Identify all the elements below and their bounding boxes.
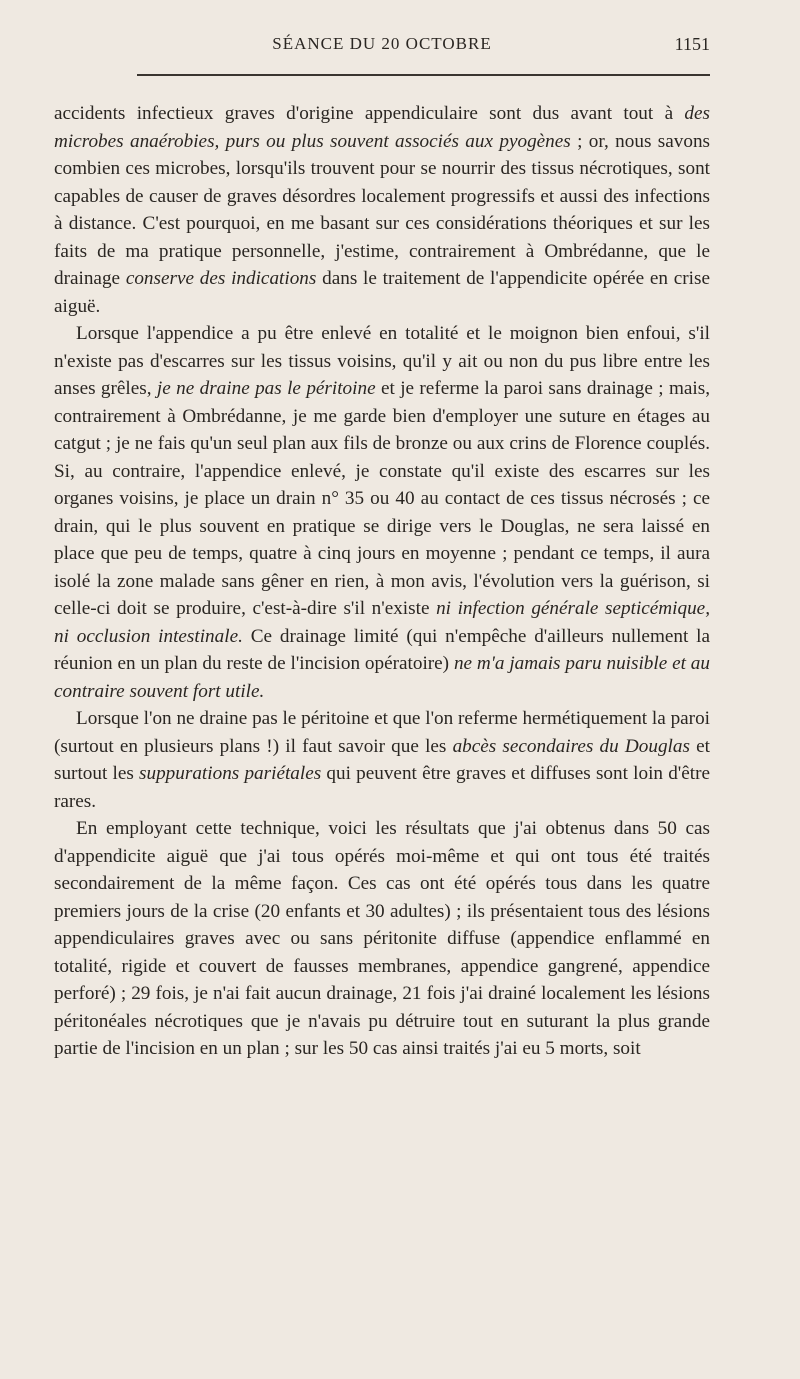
text-segment: et surtout les [54,735,710,784]
italic-text: abcès secondaires du Douglas [452,735,690,757]
italic-text: suppurations pariétales [139,763,322,784]
text-segment: Ce drainage limité (qui n'empêche d'ailleurs nullement la réunion en un plan du reste de l'incision opératoire) [54,625,710,674]
italic-text: ni infection générale septicémique, ni occlusion intestinale. [54,598,710,647]
text-segment: En employant cette technique, voici les résultats que j'ai obtenus dans 50 cas d'appendicite aiguë que j'ai tous opérés moi-même et qui ont tous été traités secondairement de la même façon. Ces cas ont été opérés tous dans les quatre premiers jours de la crise (20 enfants et 30 adultes) ; ils présentaient tous des lésions appendiculaires graves avec ou sans péritonite diffuse (appendice enflammé en totalité, rigide et couvert de fausses membranes, appendice gangrené, appendice perforé) ; 29 fois, je n'ai fait aucun drainage, 21 fois j'ai drainé localement les lésions péritonéales nécrotiques que je n'avais pu détruire tout en suturant la plus grande partie de l'incision en un plan ; sur les 50 cas ainsi traités j'ai eu 5 morts, soit [54,818,710,1059]
running-header [54,34,710,60]
header-title: SÉANCE DU 20 OCTOBRE [272,34,492,53]
italic-text: ne m'a jamais paru nuisible et au contraire souvent fort utile. [54,653,710,702]
paragraph [54,815,710,1063]
paragraph [54,705,710,815]
italic-text: conserve des indications [125,268,317,289]
text-segment: accidents infectieux graves d'origine appendiculaire sont dus avant tout à [54,103,685,124]
paragraph [54,100,710,320]
body-text [54,100,710,1063]
header-rule [137,74,710,76]
text-segment: qui peuvent être graves et diffuses sont loin d'être rares. [54,763,710,812]
text-segment: et je referme la paroi sans drainage ; mais, contrairement à Ombrédanne, je me garde bien d'employer une suture en étages au catgut ; je ne fais qu'un seul plan aux fils de bronze ou aux crins de Florence couplés. Si, au contraire, l'appendice enlevé, je constate qu'il existe des escarres sur les organes voisins, je place un drain n° 35 ou 40 au contact de ces tissus nécrosés ; ce drain, qui le plus souvent en pratique se dirige vers le Douglas, ne sera laissé en place que peu de temps, quatre à cinq jours en moyenne ; pendant ce temps, il aura isolé la zone malade sans gêner en rien, à mon avis, l'évolution vers la guérison, si celle-ci doit se produire, c'est-à-dire s'il n'existe [54,378,711,619]
text-segment: dans le traitement de l'appendicite opérée en crise aiguë. [54,268,710,317]
text-segment: Lorsque l'on ne draine pas le péritoine et que l'on referme hermétiquement la paroi (surtout en plusieurs plans !) il faut savoir que les [54,708,710,757]
page-number: 1151 [674,34,710,54]
text-segment: ; or, nous savons combien ces microbes, lorsqu'ils trouvent pour se nourrir des tissus nécrotiques, sont capables de causer de graves désordres localement progressifs et aussi des infections à distance. C'est pourquoi, en me basant sur ces considérations théoriques et sur les faits de ma pratique personnelle, j'estime, contrairement à Ombrédanne, que le drainage [54,130,710,289]
text-segment: Lorsque l'appendice a pu être enlevé en totalité et le moignon bien enfoui, s'il n'existe pas d'escarres sur les tissus voisins, qu'il y ait ou non du pus libre entre les anses grêles, [54,323,710,399]
italic-text: je ne draine pas le péritoine [156,378,376,399]
paragraph [54,320,710,705]
italic-text: des microbes anaérobies, purs ou plus souvent associés aux pyogènes [54,103,710,152]
